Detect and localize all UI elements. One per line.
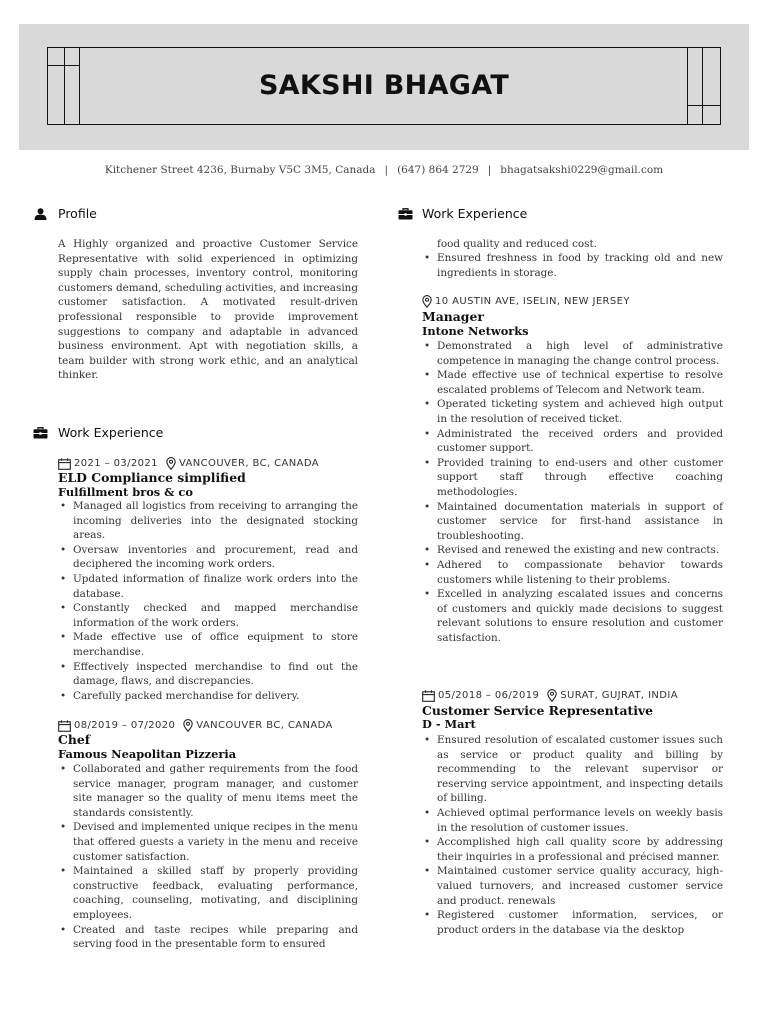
list-item: • Registered customer information, services, or product orders in the database via the desktop [422,908,723,937]
job-title: Customer Service Representative [422,703,654,718]
company-name: Intone Networks [422,324,529,338]
list-item: • Oversaw inventories and procurement, read and deciphered the incoming work orders. [58,543,358,572]
calendar-icon [58,458,71,470]
list-item: • Excelled in analyzing escalated issues and concerns of customers and quickly made decisions to suggest relevant solutions to ensure resolution and customer satisfaction. [422,587,723,645]
job-meta [422,295,630,308]
list-item: • Demonstrated a high level of administrative competence in managing the change control process. [422,339,723,368]
company-name: Famous Neapolitan Pizzeria [58,747,237,761]
list-item: • Adhered to compassionate behavior towards customers while listening to their problems. [422,558,723,587]
list-item: • Carefully packed merchandise for delivery. [58,689,358,704]
list-item: • Ensured freshness in food by tracking old and new ingredients in storage. [422,251,723,280]
list-item: • Achieved optimal performance levels on weekly basis in the resolution of customer issues. [422,806,723,835]
continuation-bullets [422,251,723,280]
calendar-icon [422,690,435,702]
job-location: VANCOUVER, BC, CANADA [178,458,320,469]
location-pin-icon [166,457,176,470]
contact-email: bhagatsakshi0229@gmail.com [500,164,664,176]
company-name: Fulfillment bros & co [58,485,193,499]
job-meta [58,457,319,470]
job-bullets [58,762,358,952]
candidate-name: SAKSHI BHAGAT [258,70,510,101]
location-pin-icon [183,719,193,732]
list-item: • Made effective use of technical expertise to resolve escalated problems of Telecom and Network team. [422,368,723,397]
contact-phone: (647) 864 2729 [397,164,479,176]
briefcase-icon [33,427,48,439]
list-item: • Provided training to end-users and other customer support staff through effective coaching methodologies. [422,456,723,500]
job-location: VANCOUVER BC, CANADA [196,720,333,731]
list-item: • Operated ticketing system and achieved high output in the resolution of received ticket. [422,397,723,426]
job-title: Manager [422,309,484,324]
list-item: • Made effective use of office equipment to store merchandise. [58,630,358,659]
location-pin-icon [422,295,432,308]
list-item: • Accomplished high call quality score by addressing their inquiries in a professional and précised manner. [422,835,723,864]
list-item: • Maintained documentation materials in support of customer service for first-hand assistance in troubleshooting. [422,500,723,544]
list-item: • Maintained customer service quality accuracy, high-valued turnovers, and increased customer service and product. renewals [422,864,723,908]
job-dates: 05/2018 – 06/2019 [438,690,540,701]
list-item: • Managed all logistics from receiving to arranging the incoming deliveries into the designated stocking areas. [58,499,358,543]
contact-line [0,164,768,176]
list-item: • Ensured resolution of escalated customer issues such as service or product quality and billing by recommending to the relevant supervisor or reserving service appointment, and inspecting details of billing. [422,733,723,806]
calendar-icon [58,720,71,732]
frame-line-right [687,105,720,106]
job-dates: 08/2019 – 07/2020 [74,720,176,731]
list-item: • Administrated the received orders and provided customer support. [422,427,723,456]
contact-address: Kitchener Street 4236, Burnaby V5C 3M5, Canada [104,164,376,176]
briefcase-icon [398,208,413,220]
list-item: • Effectively inspected merchandise to find out the damage, flaws, and discrepancies. [58,660,358,689]
list-item: • Revised and renewed the existing and new contracts. [422,543,723,558]
job-meta [422,689,678,702]
job-location: SURAT, GUJRAT, INDIA [560,690,679,701]
continuation-text: food quality and reduced cost. [437,238,597,250]
list-item: • Collaborated and gather requirements from the food service manager, program manager, and customer site manager so the quality of menu items meet the standards consistently. [58,762,358,820]
job-title: ELD Compliance simplified [58,470,246,485]
job-meta [58,719,333,732]
contact-separator: | [487,164,492,176]
company-name: D - Mart [422,717,476,731]
list-item: • Updated information of finalize work orders into the database. [58,572,358,601]
frame-line-left [48,65,80,66]
person-icon [34,208,47,220]
right-work-experience-title: Work Experience [422,206,528,221]
contact-separator: | [384,164,389,176]
job-bullets [422,339,723,645]
list-item: • Devised and implemented unique recipes in the menu that offered guests a variety in the menu and receive customer satisfaction. [58,820,358,864]
profile-section-title: Profile [58,206,97,221]
list-item: • Created and taste recipes while preparing and serving food in the presentable form to ensured [58,923,358,952]
job-location: 10 AUSTIN AVE, ISELIN, NEW JERSEY [435,296,630,307]
job-dates: 2021 – 03/2021 [74,458,158,469]
list-item: • Maintained a skilled staff by properly providing constructive feedback, evaluating performance, coaching, counseling, motivating, and disciplining employees. [58,864,358,922]
location-pin-icon [547,689,557,702]
left-work-experience-title: Work Experience [58,425,164,440]
job-title: Chef [58,732,91,747]
profile-summary: A Highly organized and proactive Customer Service Representative with solid experienced in optimizing supply chain processes, inventory control, monitoring customers demand, scheduling activities, and increasing customer satisfaction. A motivated result-driven professional responsible to provide improvement suggestions to company and adaptable in advanced business environment. Apt with negotiation skills, a team builder with strong work ethic, and an analytical thinker. [58,238,358,382]
job-bullets [58,499,358,703]
list-item: • Constantly checked and mapped merchandise information of the work orders. [58,601,358,630]
job-bullets [422,733,723,937]
